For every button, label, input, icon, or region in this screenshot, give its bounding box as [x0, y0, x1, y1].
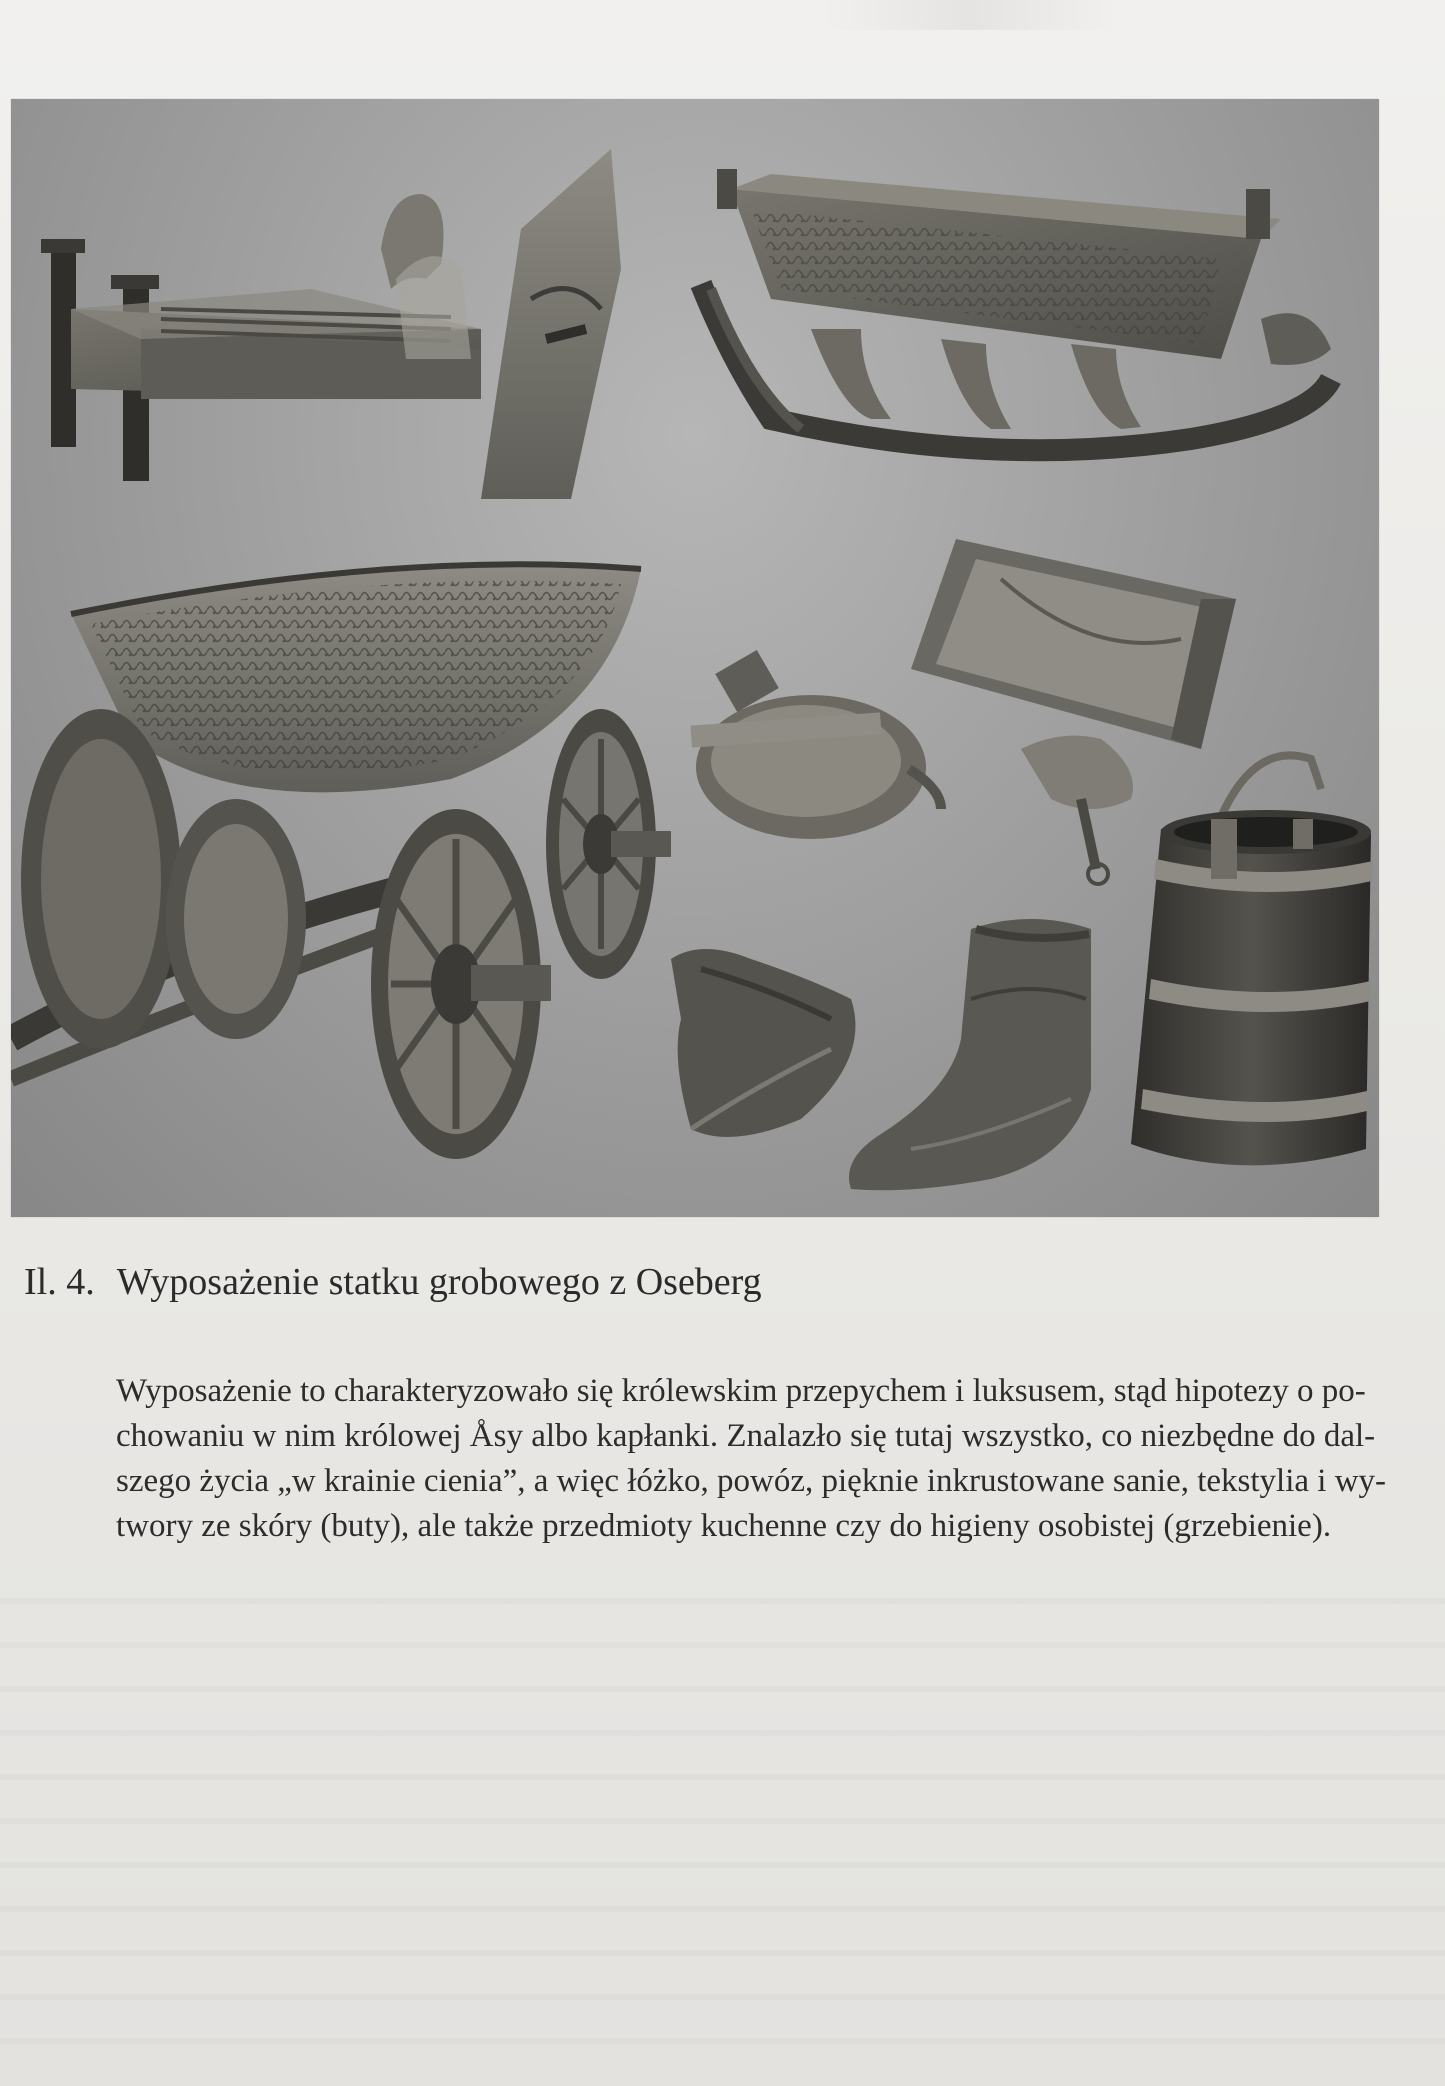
sledge-icon: [701, 169, 1331, 450]
cart-wheel-right-back: [546, 709, 671, 979]
description-line: chowaniu w nim królowej Åsy albo kapłanki. Znalazło się tutaj wszystko, co niezbędne do dal-: [116, 1418, 1376, 1454]
bed-icon: [41, 149, 621, 499]
description-line: twory ze skóry (buty), ale także przedmioty kuchenne czy do higieny osobistej (grzebienie).: [116, 1508, 1332, 1544]
page-bleed-through: [0, 1560, 1445, 2080]
figure-caption: [24, 1258, 1384, 1306]
bucket-icon: [1131, 755, 1373, 1165]
cart-wheel-back: [21, 709, 181, 1049]
figure-description: [116, 1369, 1387, 1549]
trough-icon: [911, 539, 1236, 749]
figure-title: Wyposażenie statku grobowego z Oseberg: [116, 1261, 762, 1303]
cart-wheel-left: [166, 799, 306, 1039]
boot-icon: [849, 919, 1091, 1190]
page-shadow: [820, 0, 1120, 30]
cart-icon: [11, 564, 671, 1159]
figure-caption-block: [24, 1258, 1384, 1306]
description-line: szego życia „w krainie cienia”, a więc łóżko, powóz, pięknie inkrustowane sanie, tekstylia i wy-: [116, 1463, 1387, 1499]
pan-icon: [690, 650, 941, 839]
figure-label: Il. 4.: [24, 1261, 95, 1303]
artifacts-illustration: [11, 99, 1379, 1217]
figure-photograph: [11, 99, 1379, 1217]
description-line: Wyposażenie to charakteryzowało się królewskim przepychem i luksusem, stąd hipotezy o po-: [116, 1373, 1366, 1409]
ladle-icon: [1021, 736, 1133, 884]
shoe-icon: [671, 949, 855, 1137]
cart-wheel-front: [371, 809, 551, 1159]
